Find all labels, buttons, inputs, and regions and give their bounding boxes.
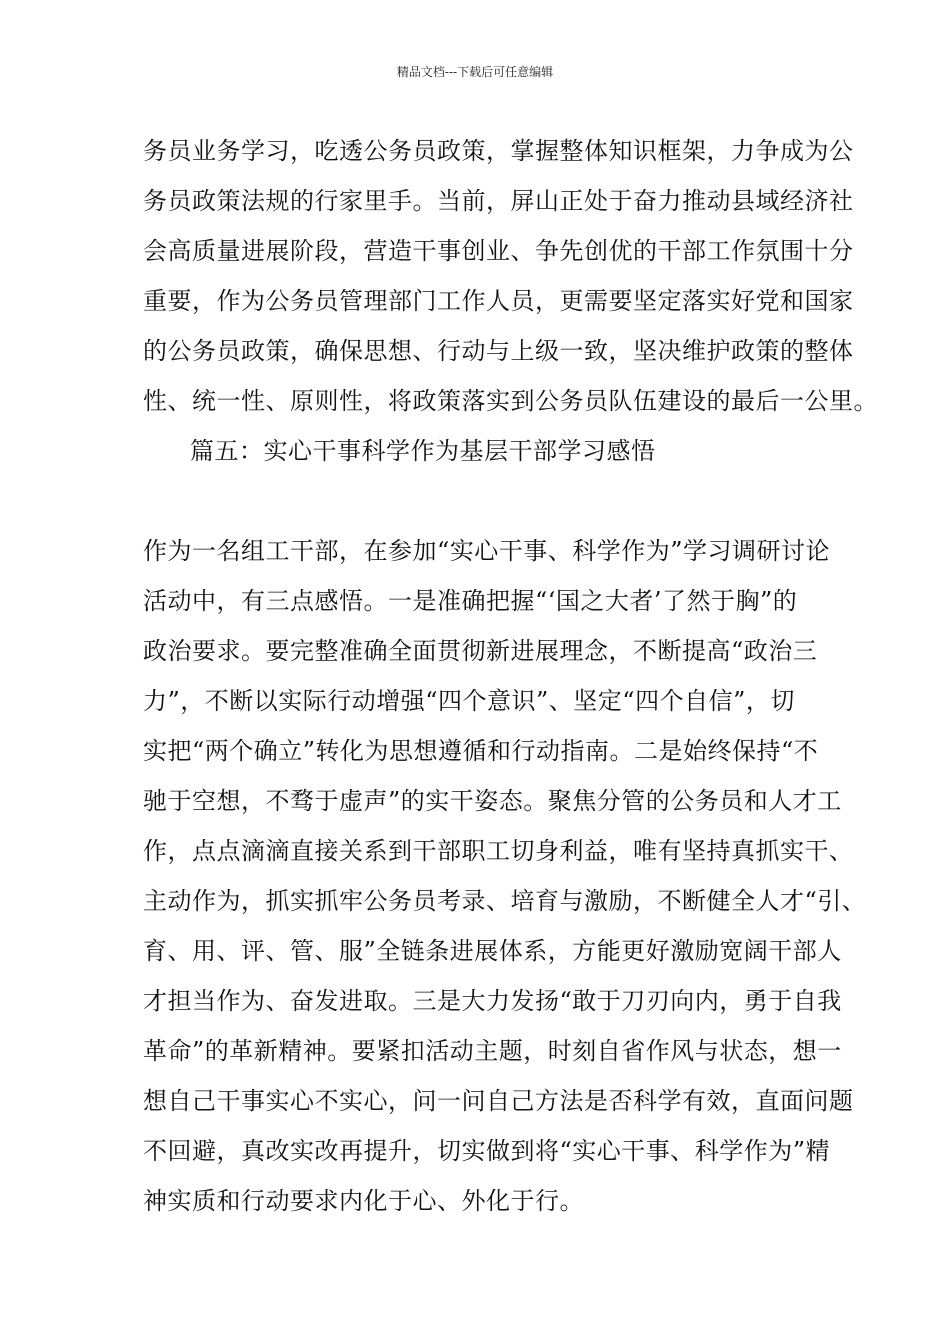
paragraph-line: 实把“两个确立”转化为思想遵循和行动指南。二是始终保持“不	[143, 737, 819, 765]
paragraph-line: 政治要求。要完整准确全面贯彻新进展理念，不断提高“政治三	[143, 637, 818, 665]
paragraph-line: 育、用、评、管、服”全链条进展体系，方能更好激励宽阔干部人	[143, 937, 842, 965]
paragraph-line: 活动中，有三点感悟。一是准确把握“‘国之大者’了然于胸”的	[143, 587, 798, 615]
page-header: 精品文档---下载后可任意编辑	[396, 65, 554, 79]
paragraph-line: 想自己干事实心不实心，问一问自己方法是否科学有效，直面问题	[143, 1087, 854, 1115]
paragraph-line: 会高质量进展阶段，营造干事创业、争先创优的干部工作氛围十分	[143, 237, 854, 265]
paragraph-line: 驰于空想，不骛于虚声”的实干姿态。聚焦分管的公务员和人才工	[143, 787, 842, 815]
paragraph-line: 性、统一性、原则性，将政策落实到公务员队伍建设的最后一公里。	[143, 387, 878, 415]
paragraph-line: 重要，作为公务员管理部门工作人员，更需要坚定落实好党和国家	[143, 287, 854, 315]
paragraph-line: 神实质和行动要求内化于心、外化于行。	[143, 1187, 584, 1215]
paragraph-line: 作为一名组工干部，在参加“实心干事、科学作为”学习调研讨论	[143, 537, 831, 565]
paragraph-line: 务员业务学习，吃透公务员政策，掌握整体知识框架，力争成为公	[143, 137, 854, 165]
paragraph-line: 务员政策法规的行家里手。当前，屏山正处于奋力推动县域经济社	[143, 187, 854, 215]
paragraph-line: 的公务员政策，确保思想、行动与上级一致，坚决维护政策的整体	[143, 337, 854, 365]
paragraph-line: 革命”的革新精神。要紧扣活动主题，时刻自省作风与状态，想一	[143, 1037, 842, 1065]
paragraph-line: 力”，不断以实际行动增强“四个意识”、坚定“四个自信”，切	[143, 687, 795, 715]
paragraph-line: 主动作为，抓实抓牢公务员考录、培育与激励，不断健全人才“引、	[143, 887, 867, 915]
paragraph-line: 才担当作为、奋发进取。三是大力发扬“敢于刀刃向内，勇于自我	[143, 987, 842, 1015]
section-heading: 篇五：实心干事科学作为基层干部学习感悟	[190, 437, 656, 465]
paragraph-line: 不回避，真改实改再提升，切实做到将“实心干事、科学作为”精	[143, 1137, 831, 1165]
paragraph-line: 作，点点滴滴直接关系到干部职工切身利益，唯有坚持真抓实干、	[143, 837, 854, 865]
